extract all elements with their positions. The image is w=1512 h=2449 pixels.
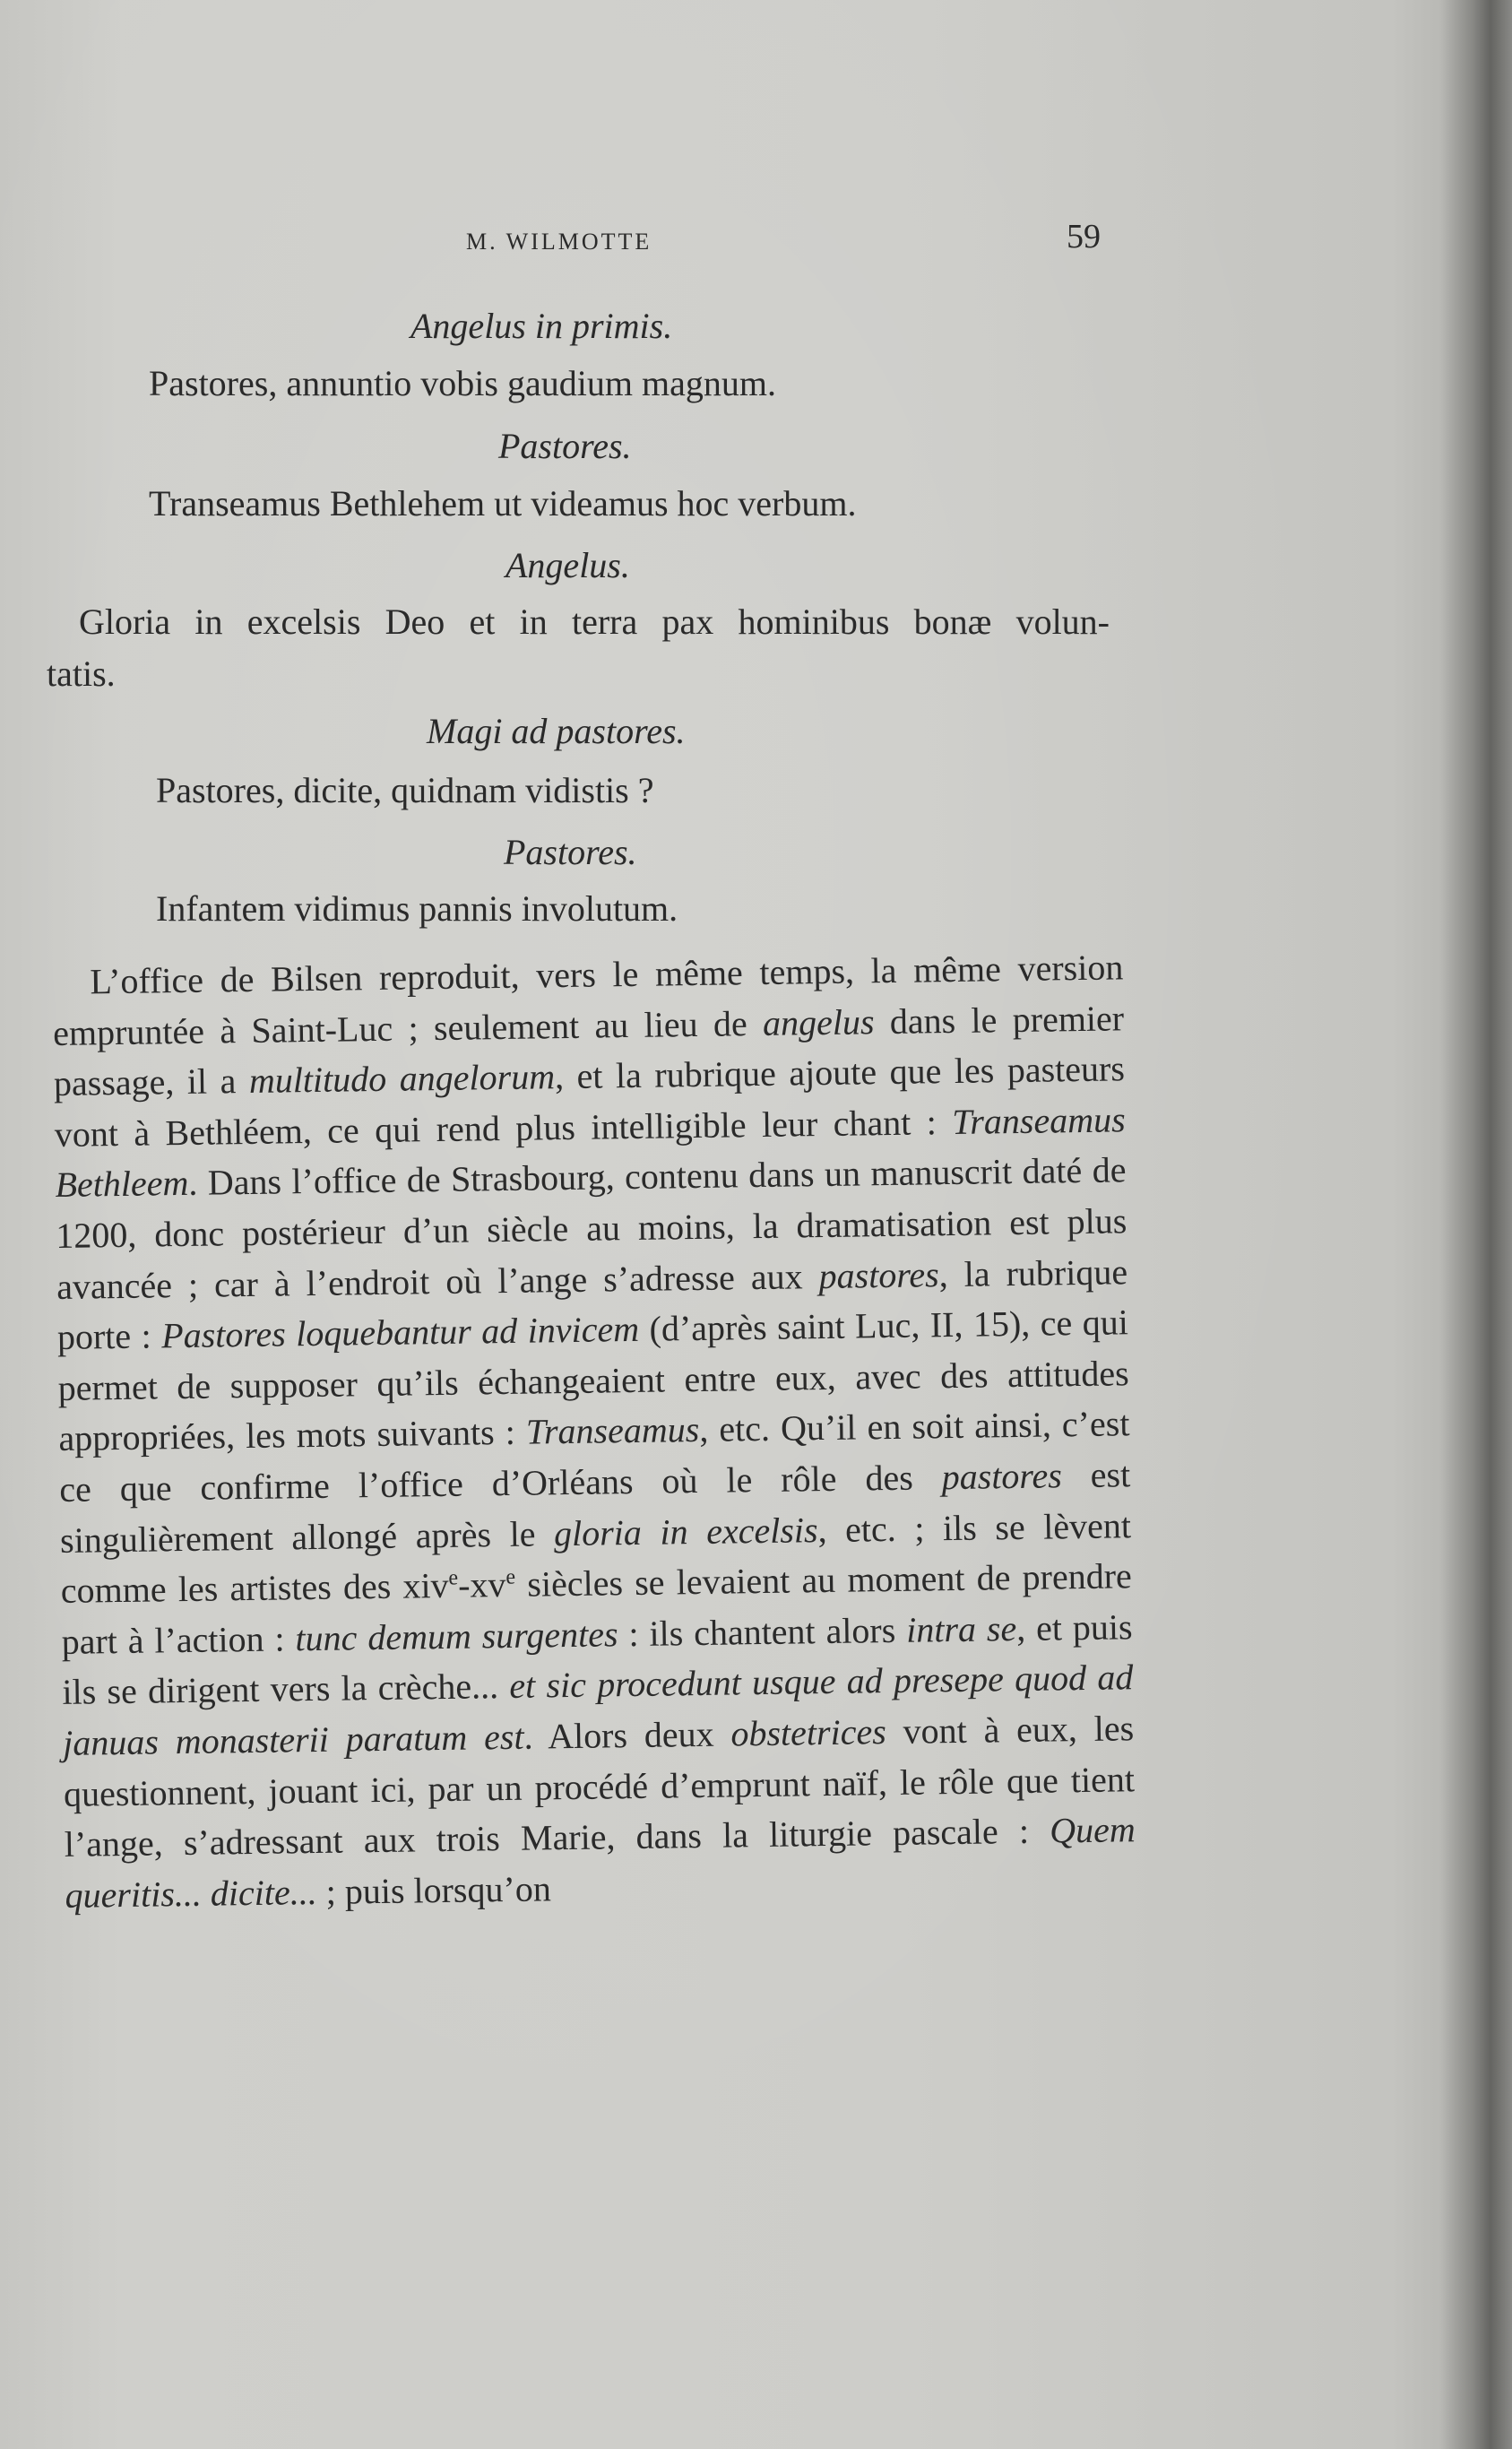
italic-run: intra se (905, 1607, 1017, 1650)
page-number: 59 (1067, 218, 1101, 255)
dialogue-line: Transeamus Bethlehem ut videamus hoc verbum. (149, 483, 857, 524)
text-run: ; puis lorsqu’on (316, 1868, 552, 1912)
speaker-magi-ad-pastores: Magi ad pastores. (427, 711, 686, 751)
speaker-angelus-in-primis: Angelus in primis. (410, 306, 673, 346)
body-paragraph (52, 942, 1136, 1921)
text-run: . Dans l’office de Strasbourg, contenu dans un manuscrit daté de 1200, donc postérieur d’un siècle au moins, la dramatisation est plus avancée ; car à l’endroit où l’ange s’adresse aux (56, 1149, 1128, 1307)
text-run: . Alors deux (523, 1713, 731, 1757)
text-run: L’office de Bilsen reproduit, vers le même temps, la même version empruntée à Saint-Luc ; seulement au lieu de (52, 947, 1124, 1053)
italic-run: tunc demum surgentes (295, 1613, 618, 1658)
text-run: siècles se levaient au moment de prendre part à l’action : (61, 1555, 1133, 1662)
text-run: , la rubrique porte : (56, 1250, 1128, 1358)
text-run: (d’après saint Luc, II, 15), ce qui permet de supposer qu’ils échangeaient entre eux, avec des attitudes appropriées, les mots suivants : (57, 1302, 1129, 1459)
text-run: vont à eux, les questionnent, jouant ici, par un procédé d’emprunt naïf, le rôle que tient l’ange, s’adressant aux trois Marie, dans la liturgie pascale : (63, 1708, 1136, 1865)
italic-run: pastores (818, 1253, 939, 1296)
italic-run: gloria in excelsis (553, 1509, 818, 1553)
italic-run: angelus (762, 1000, 875, 1043)
speaker-pastores: Pastores. (504, 832, 637, 872)
dialogue-line: Pastores, annuntio vobis gaudium magnum. (149, 363, 776, 403)
dialogue-line: Infantem vidimus pannis involutum. (156, 888, 678, 929)
italic-run: Quem queritis... dicite... (65, 1809, 1136, 1916)
text-run: , et la rubrique ajoute que les pasteurs vont à Bethléem, ce qui rend plus intelligible leur chant : (54, 1048, 1126, 1155)
dialogue-line: Pastores, dicite, quidnam vidistis ? (156, 770, 654, 810)
superscript: e (448, 1566, 459, 1590)
dialogue-line: Gloria in excelsis Deo et in terra pax hominibus bonæ volun- (79, 601, 1110, 642)
italic-run: multitudo angelorum (248, 1056, 556, 1102)
text-run: , etc. Qu’il en soit ainsi, c’est ce que confirme l’office d’Orléans où le rôle des (58, 1403, 1130, 1510)
dialogue-line: tatis. (47, 653, 116, 694)
speaker-pastores: Pastores. (498, 426, 632, 466)
text-run: -xv (457, 1564, 506, 1605)
italic-run: pastores (941, 1455, 1063, 1498)
italic-run: Transeamus (525, 1409, 700, 1453)
italic-run: Transeamus Bethleem (55, 1099, 1126, 1206)
italic-run: et sic procedunt usque ad presepe quod ad januas monasterii paratum est (62, 1657, 1134, 1763)
italic-run: Pastores loquebantur ad invicem (160, 1309, 640, 1356)
text-run: : ils chantent alors (618, 1609, 907, 1654)
text-run: , et puis ils se dirigent vers la crèche... (62, 1605, 1133, 1713)
italic-run: obstetrices (730, 1710, 887, 1754)
running-title: M. WILMOTTE (466, 229, 652, 255)
text-run: dans le premier passage, il a (53, 997, 1125, 1104)
superscript: e (505, 1565, 516, 1589)
text-run: est singulièrement allongé après le (59, 1454, 1131, 1561)
book-spine-shadow (1440, 0, 1512, 2449)
text-run: , etc. ; ils se lèvent comme les artistes des xiv (60, 1504, 1132, 1612)
speaker-angelus: Angelus. (505, 545, 630, 585)
